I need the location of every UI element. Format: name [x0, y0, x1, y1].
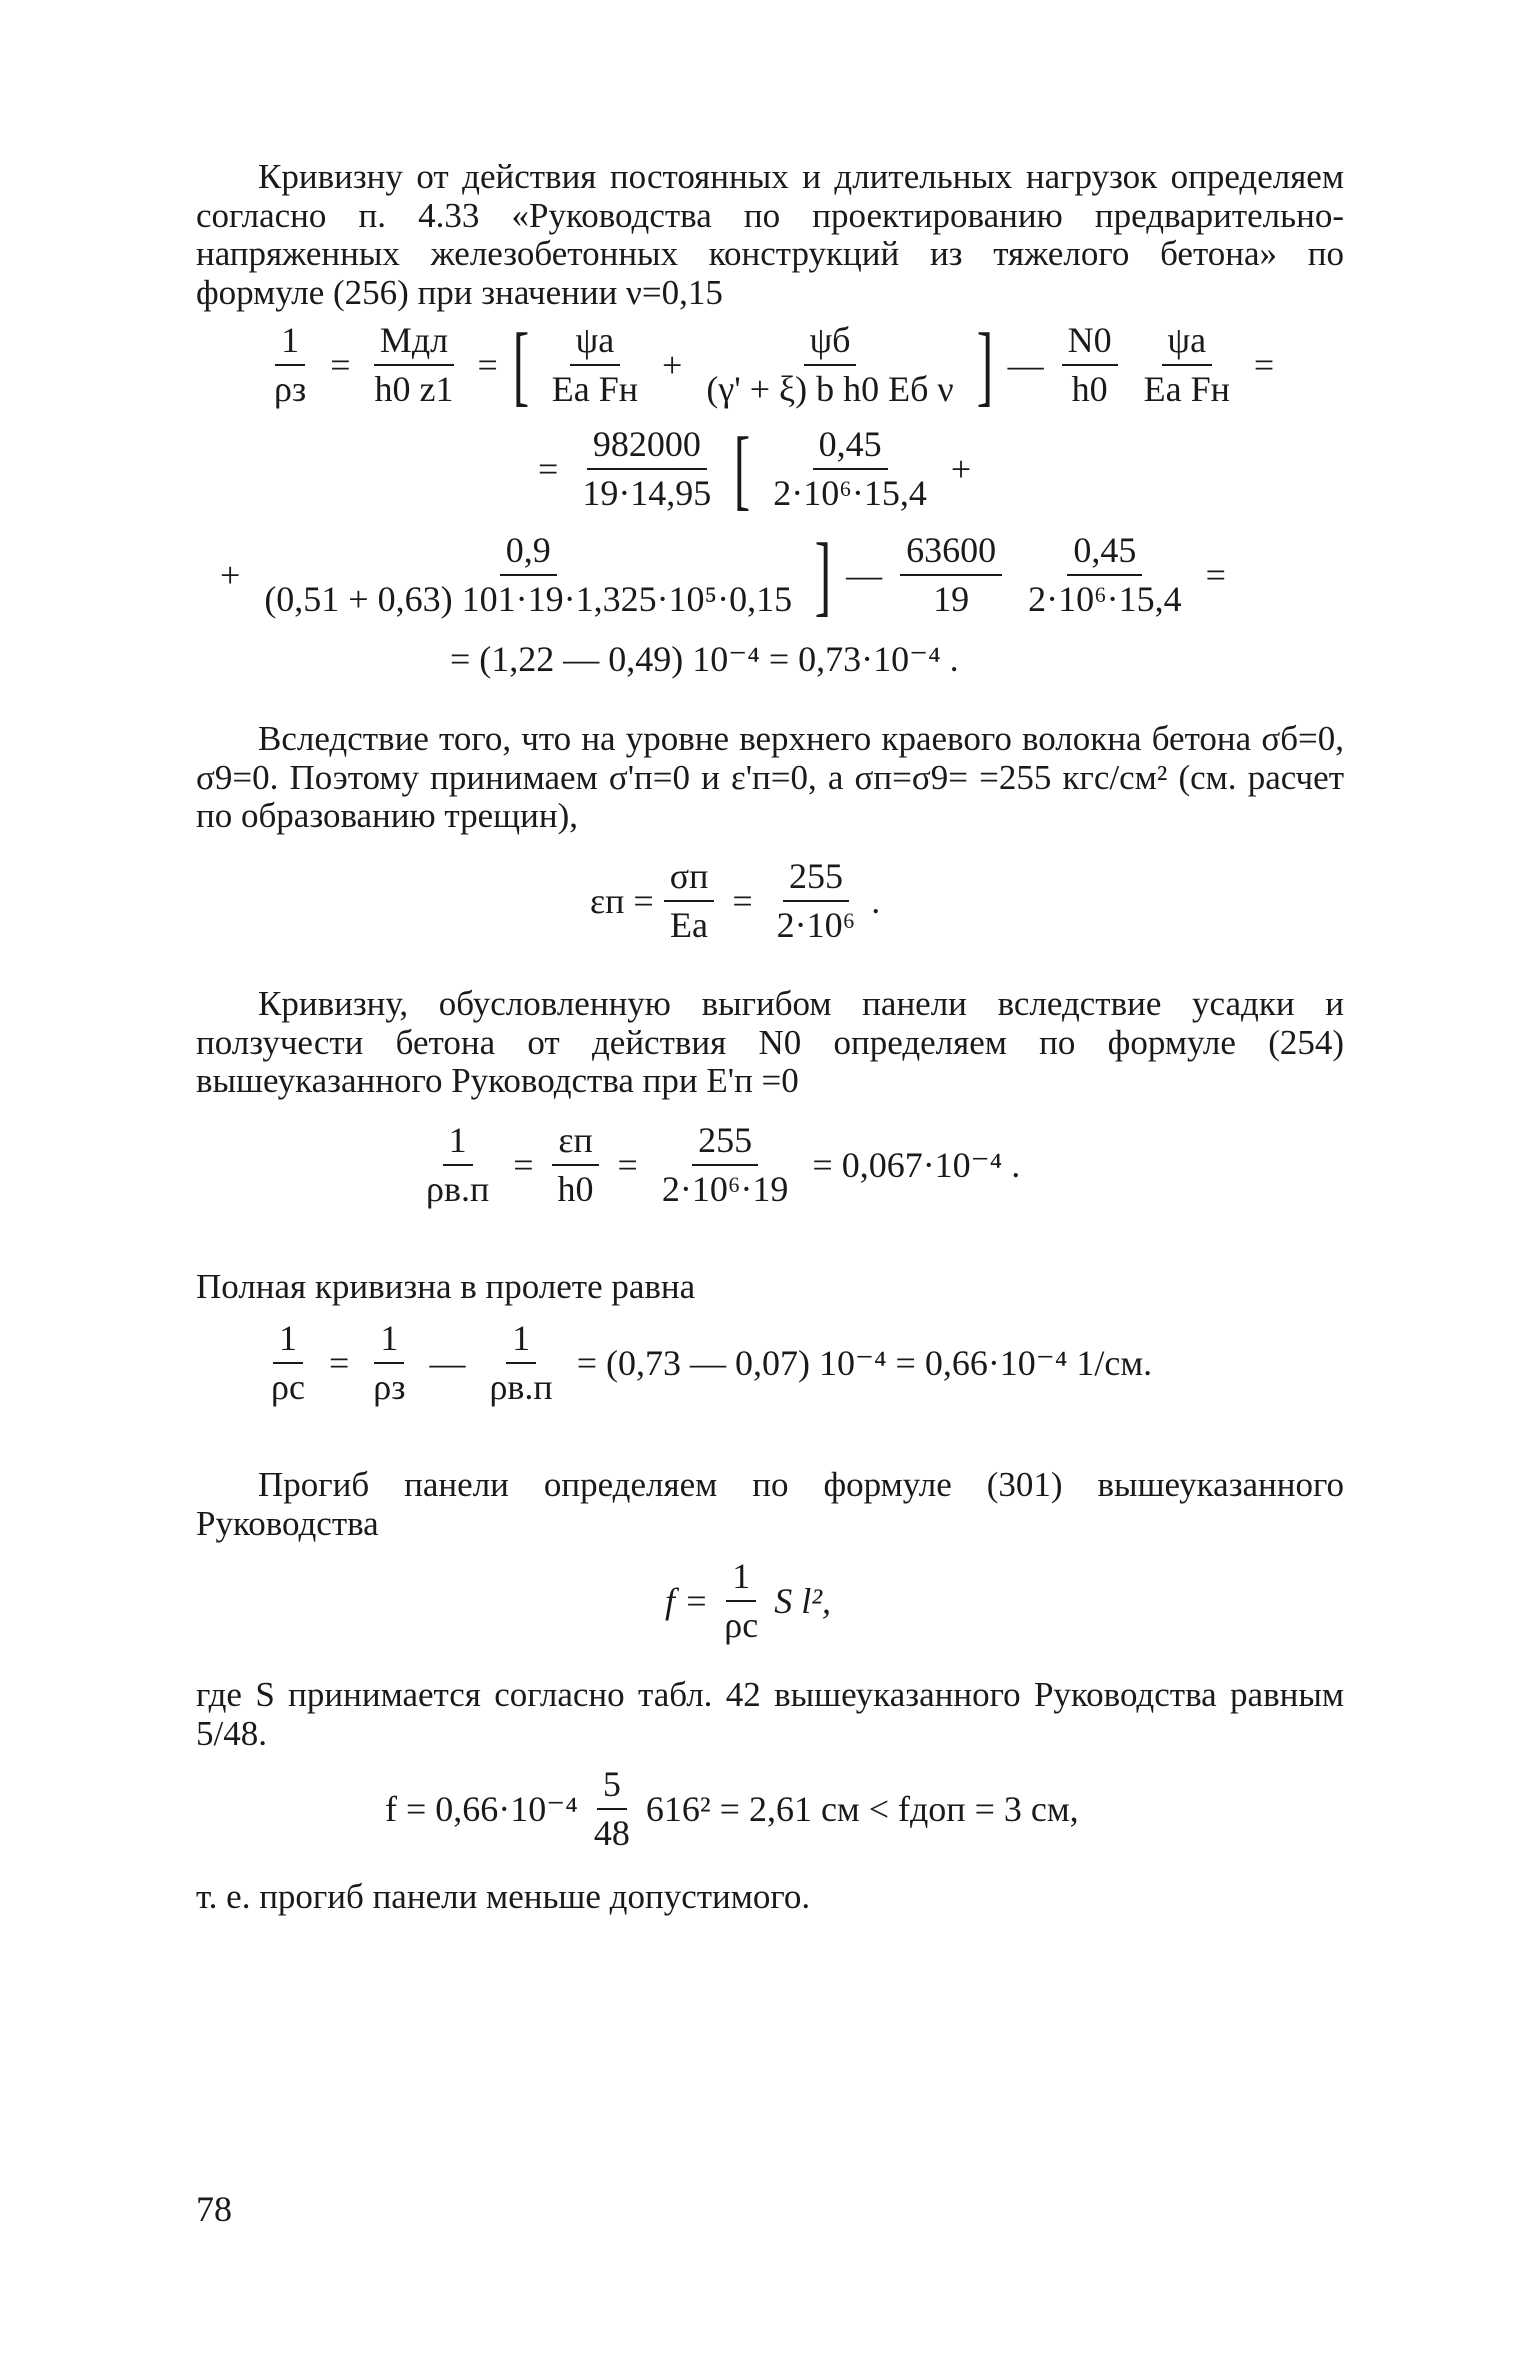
- fraction-63600: $\frac{63600}{19}$: [900, 530, 1002, 621]
- fraction-1-rhoc: $\frac{1}{\rho с}$: [271, 1318, 305, 1408]
- fraction-1-rho3: $\frac{1}{\rho з}$: [274, 320, 307, 410]
- fraction-1-rhoc-b: $\frac{1}{\rho с}$: [724, 1556, 759, 1646]
- paragraph-conclusion: т. е. прогиб панели меньше допустимого.: [196, 1877, 811, 1916]
- fraction-psib: $\frac{\psi б}{\text{(γ' + ξ) b h0 Eб ν}}$: [706, 320, 954, 410]
- paragraph-shrinkage: Кривизну, обусловленную выгибом панели вследствие усадки и ползучести бетона от действия N0 определяем по формуле (254) вышеуказанного Руководства при E'п =0: [196, 984, 1344, 1100]
- fraction-1-rho3-b: $\frac{1}{\rho з}$: [373, 1318, 406, 1408]
- fraction-n0-h0: $\frac{N0}{h0}$: [1062, 320, 1118, 411]
- paragraph-stress-note: Вследствие того, что на уровне верхнего краевого волокна бетона σб=0, σ9=0. Поэтому принимаем σ'п=0 и ε'п=0, а σп=σ9= =255 кгс/см² (см. расчет по образованию трещин),: [196, 719, 1344, 835]
- fraction-255: $\frac{255}{\text{2·10⁶}}$: [776, 856, 856, 946]
- fraction-eps-h0: $\frac{\varepsilon п}{h0}$: [552, 1120, 600, 1211]
- equation-deflection-value: f = 0,66·10⁻⁴ $\frac{5}{48}$ 616² = 2,61 см < fдоп = 3 см,: [385, 1764, 1079, 1854]
- equation-curvature-line1: $\frac{1}{\rho з}$ = $\frac{\text{Mдл}}{h0 z1}$ = [ $\frac{\psi a}{\text{Ea Fн}}$ + $\frac{\psi б}{\text{(γ' + ξ) b h0 Eб ν}}$ ] — $\frac{N0}{h0}$ $\frac{\psi a}{\text{Ea Fн}}$ =: [258, 320, 1282, 411]
- fraction-255-19: $\frac{255}{\text{2·10⁶·19}}$: [661, 1120, 789, 1210]
- paragraph-deflection: Прогиб панели определяем по формуле (301) вышеуказанного Руководства: [196, 1465, 1344, 1543]
- fraction-psia-2: $\frac{\psi a}{\text{Ea Fн}}$: [1143, 320, 1230, 410]
- fraction-psia: $\frac{\psi a}{\text{Ea Fн}}$: [551, 320, 639, 410]
- equation-curvature-line3: + $\frac{0,9}{\text{(0,51 + 0,63) 101·19·1,325·10⁵·0,15}}$ ] — $\frac{63600}{19}$ $\frac{0,45}{\text{2·10⁶·15,4}}$ =: [220, 525, 1226, 625]
- fraction-sigma-ea: $\frac{\sigma п}{Ea}$: [664, 856, 715, 947]
- fraction-09: $\frac{0,9}{\text{(0,51 + 0,63) 101·19·1,325·10⁵·0,15}}$: [264, 530, 793, 620]
- fraction-982000: $\frac{982000}{19\cdot 14,95}$: [582, 424, 712, 514]
- fraction-5-48: $\frac{5}{48}$: [593, 1764, 630, 1854]
- paragraph-s-coefficient: где S принимается согласно табл. 42 вышеуказанного Руководства равным 5/48.: [196, 1675, 1344, 1753]
- fraction-045: $\frac{0,45}{\text{2·10⁶·15,4}}$: [773, 424, 927, 514]
- fraction-1-rhovp-b: $\frac{1}{\rho в.п}$: [489, 1318, 553, 1408]
- page-number: 78: [196, 2189, 232, 2229]
- equation-curvature-line2: = $\frac{982000}{19\cdot 14,95}$ [ $\frac{0,45}{\text{2·10⁶·15,4}}$ +: [538, 419, 972, 519]
- equation-curvature-result: = (1,22 — 0,49) 10⁻⁴ = 0,73·10⁻⁴ .: [450, 639, 959, 679]
- paragraph-full-curvature: Полная кривизна в пролете равна: [196, 1267, 696, 1306]
- fraction-045-b: $\frac{0,45}{\text{2·10⁶·15,4}}$: [1028, 530, 1182, 620]
- equation-epsilon: εп = $\frac{\sigma п}{Ea}$ = $\frac{255}{\text{2·10⁶}}$ .: [590, 856, 881, 946]
- equation-full-curvature: $\frac{1}{\rho с}$ = $\frac{1}{\rho з}$ — $\frac{1}{\rho в.п}$ = (0,73 — 0,07) 10⁻⁴ = 0,66·10⁻⁴ 1/см.: [255, 1318, 1160, 1409]
- fraction-mdl: $\frac{\text{Mдл}}{h0 z1}$: [374, 320, 454, 410]
- paragraph-curvature-intro: Кривизну от действия постоянных и длительных нагрузок определяем согласно п. 4.33 «Руководства по проектированию предварительно-напряженных железобетонных конструкций из тяжелого бетона» по формуле (256) при значении ν=0,15: [196, 157, 1344, 312]
- equation-deflection-formula: f = $\frac{1}{\rho с}$ S l²,: [665, 1556, 832, 1646]
- fraction-1-rhovp: $\frac{1}{\rho в.п}$: [426, 1120, 490, 1210]
- equation-camber-curvature: $\frac{1}{\rho в.п}$ = $\frac{\varepsilon п}{h0}$ = $\frac{255}{\text{2·10⁶·19}}$ = 0,067·10⁻⁴ .: [410, 1120, 1028, 1211]
